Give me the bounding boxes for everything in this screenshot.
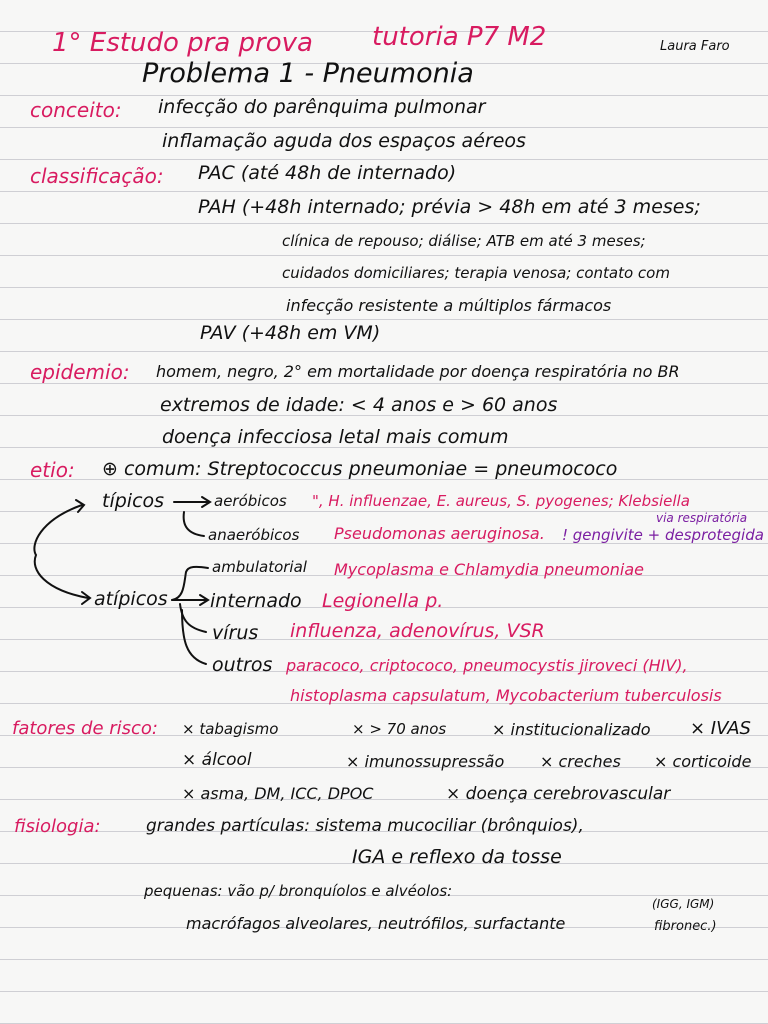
epidemio-line1: homem, negro, 2° em mortalidade por doença respiratória no BR	[156, 362, 680, 381]
classificacao-label: classificação:	[30, 164, 164, 188]
fisiologia-line2: IGA e reflexo da tosse	[352, 846, 562, 868]
fisiologia-line3: pequenas: vão p/ bronquíolos e alvéolos:	[144, 882, 453, 900]
ambulatorial-list: Mycoplasma e Chlamydia pneumoniae	[334, 560, 645, 579]
aerobicos-list: ", H. influenzae, E. aureus, S. pyogenes; Klebsiella	[312, 492, 690, 510]
fator-cerebrovascular: × doença cerebrovascular	[446, 784, 671, 804]
fator-alcool: × álcool	[182, 750, 252, 770]
pac-line: PAC (até 48h de internado)	[198, 162, 457, 184]
fator-ivas: × IVAS	[690, 718, 751, 739]
tipicos-label: típicos	[102, 490, 165, 512]
fator-creches: × creches	[540, 752, 621, 771]
virus-list: influenza, adenovírus, VSR	[290, 620, 545, 642]
pah-line1: PAH (+48h internado; prévia > 48h em até 3 meses;	[198, 196, 701, 218]
gengivite-note: ! gengivite + desprotegida	[562, 526, 764, 544]
fator-comorbidades: × asma, DM, ICC, DPOC	[182, 784, 374, 803]
header-center: tutoria P7 M2	[372, 22, 547, 52]
fatores-label: fatores de risco:	[12, 718, 158, 739]
pah-line2: clínica de repouso; diálise; ATB em até 3 meses;	[282, 232, 646, 250]
fisiologia-note-fibronec: fibronec.)	[654, 919, 717, 934]
anaerobicos-label: anaeróbicos	[208, 526, 300, 544]
epidemio-label: epidemio:	[30, 360, 130, 384]
fator-tabagismo: × tabagismo	[182, 720, 279, 738]
conceito-label: conceito:	[30, 98, 122, 122]
epidemio-line3: doença infecciosa letal mais comum	[162, 426, 509, 448]
fator-corticoide: × corticoide	[654, 752, 752, 771]
pah-line3: cuidados domiciliares; terapia venosa; contato com	[282, 264, 670, 282]
ambulatorial-label: ambulatorial	[212, 558, 307, 576]
atipicos-label: atípicos	[94, 588, 168, 610]
fisiologia-label: fisiologia:	[14, 816, 101, 837]
author-name: Laura Faro	[660, 39, 730, 54]
internado-list: Legionella p.	[322, 590, 444, 612]
fator-institucionalizado: × institucionalizado	[492, 720, 651, 739]
fisiologia-note-igg: (IGG, IGM)	[652, 897, 715, 911]
subtitle: Problema 1 - Pneumonia	[142, 58, 474, 89]
outros-list1: paracoco, criptococo, pneumocystis jiroveci (HIV),	[286, 656, 688, 675]
fator-70-anos: × > 70 anos	[352, 720, 447, 738]
virus-label: vírus	[212, 622, 259, 644]
epidemio-line2: extremos de idade: < 4 anos e > 60 anos	[160, 394, 558, 416]
pah-line4: infecção resistente a múltiplos fármacos	[286, 296, 612, 315]
etio-comum: ⊕ comum: Streptococcus pneumoniae = pneumococo	[102, 458, 618, 480]
etio-label: etio:	[30, 458, 75, 482]
conceito-line1: infecção do parênquima pulmonar	[158, 96, 486, 118]
fisiologia-line4: macrófagos alveolares, neutrófilos, surfactante	[186, 914, 566, 933]
anaerobicos-list: Pseudomonas aeruginosa.	[334, 524, 545, 543]
internado-label: internado	[210, 590, 302, 612]
header-left: 1° Estudo pra prova	[52, 28, 313, 58]
outros-label: outros	[212, 654, 273, 676]
aerobicos-label: aeróbicos	[214, 492, 287, 510]
pav-line: PAV (+48h em VM)	[200, 322, 381, 344]
fator-imunossupressao: × imunossupressão	[346, 752, 505, 771]
fisiologia-line1: grandes partículas: sistema mucociliar (brônquios),	[146, 816, 584, 836]
via-respiratoria: via respiratória	[656, 511, 748, 525]
conceito-line2: inflamação aguda dos espaços aéreos	[162, 130, 526, 152]
outros-list2: histoplasma capsulatum, Mycobacterium tuberculosis	[290, 686, 722, 705]
